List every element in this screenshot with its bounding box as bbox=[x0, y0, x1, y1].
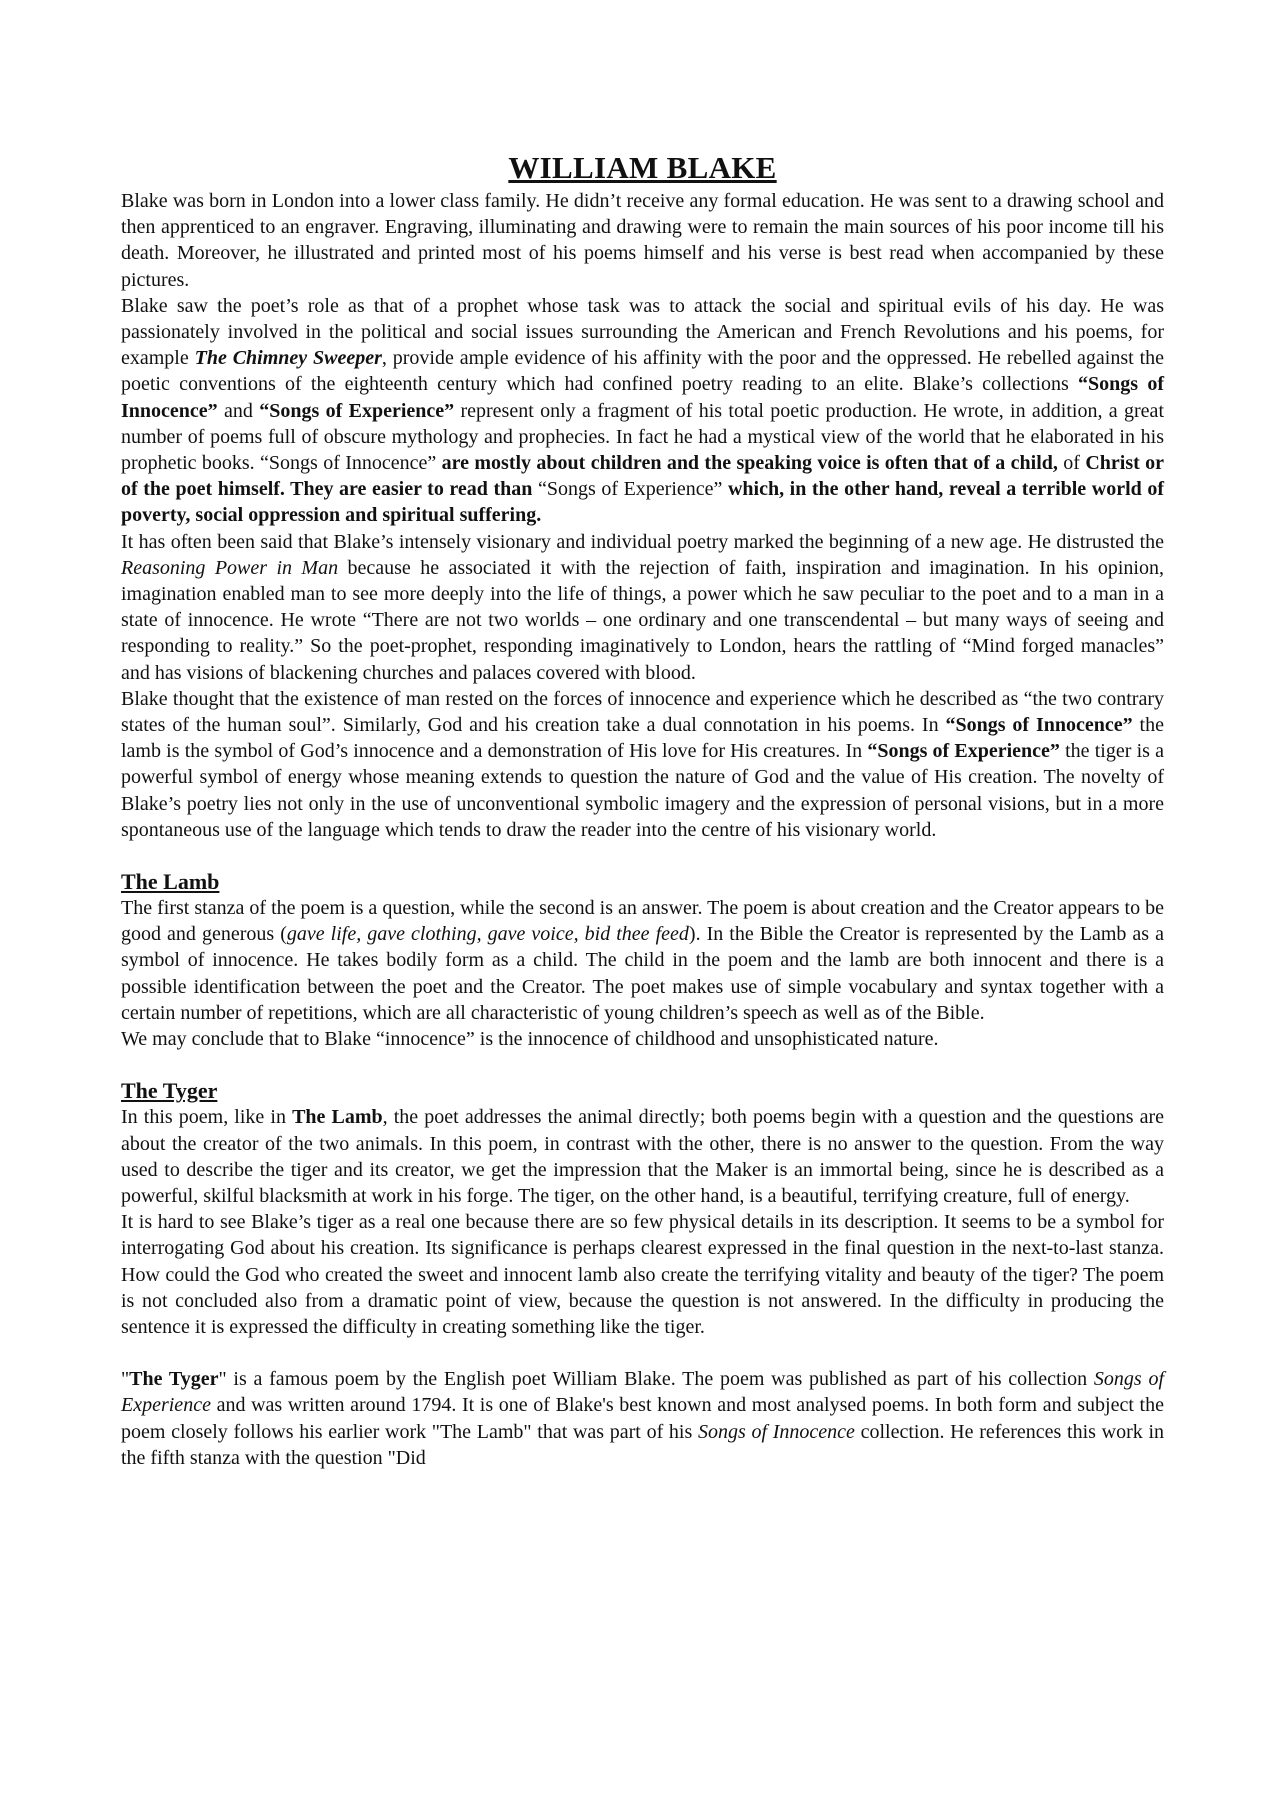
text-run: The first stanza of the poem is a question, while the second is an answer. The poem is about creation and the Creator appears to be good and generous ( bbox=[121, 897, 1164, 946]
text-run: of bbox=[1057, 452, 1086, 475]
page-title: WILLIAM BLAKE bbox=[508, 150, 777, 185]
text-run: and bbox=[217, 399, 260, 422]
collection-title-experience: “Songs of Experience” bbox=[259, 399, 455, 422]
text-run: ). In the Bible the Creator is represented by the Lamb as a symbol of innocence. He takes bodily form as a child. The child in the poem and the lamb are both innocent and there is a possible identification between the poet and the Creator. The poet makes use of simple vocabulary and syntax together with a certain number of repetitions, which are all characteristic of young children’s speech as well as of the Bible. bbox=[121, 923, 1164, 1024]
text-run: Blake thought that the existence of man rested on the forces of innocence and experience which he described as “the two contrary states of the human soul”. Similarly, God and his creation take a dual connotation in his poems. In bbox=[121, 687, 1164, 737]
collection-title-experience: Songs of Experience bbox=[121, 1368, 1164, 1417]
bold-text-run: Christ or of the poet himself. They are easier to read than bbox=[121, 452, 1164, 501]
lamb-paragraph-2: We may conclude that to Blake “innocence” is the innocence of childhood and unsophisticated nature. bbox=[121, 1028, 939, 1051]
text-run: “Songs of Experience” bbox=[532, 478, 728, 501]
text-run: the lamb is the symbol of God’s innocence and a demonstration of His love for His creatures. In bbox=[121, 714, 1164, 763]
tyger-paragraph-2: It is hard to see Blake’s tiger as a real one because there are so few physical details in its description. It seems to be a symbol for interrogating God about his creation. Its significance is perhaps clearest expressed in the final question in the next-to-last stanza. How could the God who created the sweet and innocent lamb also create the terrifying vitality and beauty of the tiger? The poem is not concluded also from a dramatic point of view, because the question is not answered. In the difficulty in producing the sentence it is expressed the difficulty in creating something like the tiger. bbox=[121, 1211, 1164, 1338]
lamb-paragraph-1 bbox=[121, 895, 1164, 1026]
intro-paragraph-3 bbox=[121, 529, 1164, 686]
section-heading-the-lamb: The Lamb bbox=[121, 869, 220, 895]
text-run: " is a famous poem by the English poet William Blake. The poem was published as part of his collection bbox=[218, 1368, 1094, 1391]
intro-paragraph-1: Blake was born in London into a lower class family. He didn’t receive any formal education. He was sent to a drawing school and then apprenticed to an engraver. Engraving, illuminating and drawing were to remain the main sources of his poor income till his death. Moreover, he illustrated and printed most of his poems himself and his verse is best read when accompanied by these pictures. bbox=[121, 190, 1164, 291]
text-run: " bbox=[121, 1368, 130, 1391]
text-run: , provide ample evidence of his affinity with the poor and the oppressed. He rebelled against the poetic conventions of the eighteenth century which had confined poetry reading to an elite. Blake’s collections bbox=[121, 347, 1165, 396]
collection-title-innocence: Songs of Innocence bbox=[697, 1420, 855, 1443]
tyger-paragraph-3 bbox=[121, 1366, 1164, 1471]
text-run: and was written around 1794. It is one of Blake's best known and most analysed poems. In both form and subject the poem closely follows his earlier work "The Lamb" that was part of his bbox=[121, 1394, 1164, 1443]
collection-title-innocence: “Songs of Innocence” bbox=[121, 373, 1164, 422]
collection-title-experience: “Songs of Experience” bbox=[867, 740, 1060, 763]
text-run: , the poet addresses the animal directly; both poems begin with a question and the questions are about the creator of the two animals. In this poem, in contrast with the other, there is no answer to the question. From the way used to describe the tiger and its creator, we get the impression that the Maker is an immortal being, since he is described as a powerful, skilful blacksmith at work in his forge. The tiger, on the other hand, is a beautiful, terrifying creature, full of energy. bbox=[121, 1106, 1165, 1207]
bold-text-run: are mostly about children and the speaking voice is often that of a child, bbox=[441, 452, 1058, 475]
text-run: because he associated it with the rejection of faith, inspiration and imagination. In his opinion, imagination enabled man to see more deeply into the life of things, a power which he saw peculiar to the poet and to a man in a state of innocence. He wrote “There are not two worlds – one ordinary and one transcendental – but many ways of seeing and responding to reality.” So the poet-prophet, responding imaginatively to London, hears the rattling of “Mind forged manacles” and has visions of blackening churches and palaces covered with blood. bbox=[121, 556, 1164, 684]
intro-paragraph-2 bbox=[121, 293, 1164, 529]
tyger-paragraph-1 bbox=[121, 1104, 1164, 1209]
text-run: It has often been said that Blake’s intensely visionary and individual poetry marked the beginning of a new age. He distrusted the bbox=[121, 530, 1164, 553]
text-run: Blake saw the poet’s role as that of a prophet whose task was to attack the social and spiritual evils of his day. He was passionately involved in the political and social issues surrounding the American and French Revolutions and his poems, for example bbox=[121, 294, 1164, 370]
poem-title-the-lamb: The Lamb bbox=[292, 1106, 383, 1129]
intro-paragraph-4 bbox=[121, 686, 1164, 843]
italic-text-run: Reasoning Power in Man bbox=[121, 556, 339, 579]
italic-text-run: gave life, gave clothing, gave voice, bid thee feed bbox=[286, 923, 689, 946]
collection-title-innocence: “Songs of Innocence” bbox=[945, 714, 1133, 737]
text-run: In this poem, like in bbox=[121, 1106, 293, 1129]
document-page bbox=[121, 150, 1164, 1471]
section-heading-the-tyger: The Tyger bbox=[121, 1078, 218, 1104]
text-run: collection. He references this work in the fifth stanza with the question "Did bbox=[121, 1420, 1164, 1469]
text-run: the tiger is a powerful symbol of energy whose meaning extends to question the nature of God and the value of His creation. The novelty of Blake’s poetry lies not only in the use of unconventional symbolic imagery and the expression of personal visions, but in a more spontaneous use of the language which tends to draw the reader into the centre of his visionary world. bbox=[121, 740, 1164, 841]
text-run: represent only a fragment of his total poetic production. He wrote, in addition, a great number of poems full of obscure mythology and prophecies. In fact he had a mystical view of the world that he elaborated in his prophetic books. “Songs of Innocence” bbox=[121, 399, 1164, 475]
poem-title-the-tyger: The Tyger bbox=[129, 1368, 219, 1391]
poem-title-chimney-sweeper: The Chimney Sweeper bbox=[194, 347, 382, 370]
bold-text-run: which, in the other hand, reveal a terrible world of poverty, social oppression and spiritual suffering. bbox=[121, 478, 1164, 527]
